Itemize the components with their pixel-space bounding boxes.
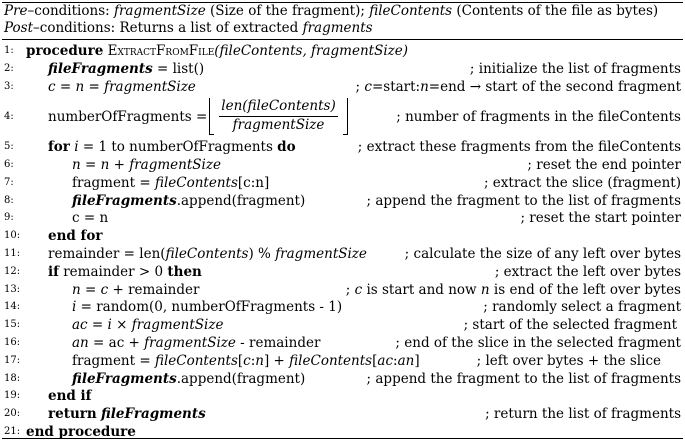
line-number: 9:: [4, 212, 14, 224]
comment-text: =start:: [371, 78, 421, 95]
code-text: fragment =: [72, 352, 155, 369]
code-text: =: [55, 78, 76, 95]
variable: fileFragments: [72, 192, 177, 209]
code-var: ac: [72, 317, 88, 334]
line-number: 7:: [4, 176, 14, 188]
line-number: 2:: [4, 62, 14, 74]
line-number: 18:: [4, 372, 21, 384]
comment-text: is end of the left over bytes: [489, 281, 681, 298]
line-comment: ; append the fragment to the list of fragments: [366, 192, 681, 209]
line-comment: ; start of the selected fragment: [463, 317, 677, 334]
code-var: an: [72, 334, 89, 351]
line-number: 19:: [4, 390, 21, 402]
code-text: = random(0, numberOfFragments - 1): [76, 299, 343, 316]
comment-var: n: [480, 281, 490, 298]
code-var: n: [75, 78, 85, 95]
code-text: :: [393, 352, 398, 369]
code-var: fileContents: [289, 352, 373, 369]
line-comment: ; return the list of fragments: [485, 406, 681, 423]
code-var: n: [72, 281, 81, 298]
post-arg-fragments: fragments: [302, 20, 373, 36]
keyword: end procedure: [26, 424, 136, 440]
code-text: [: [237, 352, 244, 369]
line-code: numberOfFragments =: [48, 108, 208, 125]
line-comment: ; extract the slice (fragment): [483, 174, 681, 191]
code-text: ]: [414, 352, 420, 369]
code-var: i: [107, 317, 112, 334]
code-text: =: [80, 281, 101, 298]
algo-tail: [2, 0, 683, 442]
line-number: 10:: [4, 230, 21, 242]
keyword: do: [277, 139, 296, 156]
code-var: c: [243, 352, 251, 369]
line-number: 8:: [4, 194, 14, 206]
line-number: 20:: [4, 408, 21, 420]
comment-text: ;: [355, 78, 365, 95]
comment-var: n: [420, 78, 429, 95]
line-number: 21:: [4, 426, 21, 437]
code-text: +: [109, 156, 130, 173]
code-text: fragment =: [72, 174, 155, 191]
code-text: =: [84, 78, 105, 95]
post-label: Post: [4, 20, 34, 36]
code-var: fragmentSize: [144, 334, 236, 351]
code-var: i: [74, 139, 79, 156]
fraction-numerator: len(fileContents): [221, 97, 336, 114]
line-comment: ; randomly select a fragment: [483, 299, 681, 316]
keyword: if: [48, 263, 59, 280]
code-text: ] +: [264, 352, 290, 369]
line-number: 15:: [4, 319, 21, 331]
comment-var: c: [364, 78, 372, 95]
pre-label: Pre: [4, 3, 28, 19]
line-number: 4:: [4, 110, 14, 122]
line-number: 6:: [4, 158, 14, 170]
line-comment: ; reset the start pointer: [520, 210, 681, 227]
pre-arg-file-contents: fileContents: [369, 3, 453, 19]
keyword: then: [167, 263, 202, 280]
line-comment: ; append the fragment to the list of fragments: [366, 370, 681, 387]
code-var: ac: [377, 352, 393, 369]
line-number: 3:: [4, 80, 14, 92]
code-var: n: [100, 156, 110, 173]
comment-text: =end → start of the second fragment: [428, 78, 681, 95]
code-var: fileContents: [165, 245, 249, 262]
line-code: c = n: [72, 210, 109, 227]
variable: fileFragments: [48, 60, 153, 77]
variable: fileFragments: [72, 370, 177, 387]
code-var: c: [100, 281, 109, 298]
fraction-denominator: fragmentSize: [232, 116, 325, 133]
code-var: fileContents: [154, 174, 238, 191]
line-number: 5:: [4, 141, 14, 153]
code-var: fragmentSize: [131, 317, 224, 334]
pre-desc-1: (Size of the fragment);: [205, 3, 370, 19]
code-text: remainder = len(: [48, 245, 166, 262]
code-var: fragmentSize: [104, 78, 196, 95]
code-var: fragmentSize: [129, 156, 221, 173]
code-var: fileContents: [154, 352, 238, 369]
code-var: n: [255, 352, 264, 369]
line-comment: ; number of fragments in the fileContents: [396, 108, 681, 125]
line-comment: ; reset the end pointer: [527, 156, 681, 173]
code-var: i: [72, 299, 77, 316]
line-number: 12:: [4, 265, 21, 277]
code-text: remainder > 0: [58, 263, 168, 280]
code-var: n: [72, 156, 81, 173]
pre-arg-fragment-size: fragmentSize: [113, 3, 206, 19]
line-number: 13:: [4, 283, 21, 295]
code-text: =: [80, 156, 101, 173]
comment-var: c: [354, 281, 363, 298]
code-text: [c:n]: [237, 174, 270, 191]
line-comment: ; initialize the list of fragments: [469, 60, 681, 77]
line-comment: ; calculate the size of any left over bytes: [404, 245, 681, 262]
comment-text: is start and now: [362, 281, 481, 298]
procedure-args: (fileContents, fragmentSize): [214, 43, 409, 59]
code-var: an: [397, 352, 415, 369]
code-text: = ac +: [88, 334, 145, 351]
line-comment: ; left over bytes + the slice: [476, 352, 661, 369]
code-text: :: [250, 352, 256, 369]
code-text: + remainder: [108, 281, 200, 298]
pre-desc-2: (Contents of the file as bytes): [452, 3, 659, 19]
code-text: = 1 to numberOfFragments: [78, 139, 278, 156]
line-comment: ; extract the left over bytes: [494, 263, 681, 280]
line-number: 11:: [4, 247, 21, 259]
code-text: ×: [111, 317, 132, 334]
code-text: .append(fragment): [176, 370, 306, 387]
keyword: return: [48, 406, 97, 423]
procedure-name: ExtractFromFile: [107, 43, 215, 59]
line-number: 16:: [4, 336, 21, 348]
post-text: –conditions: Returns a list of extracted: [33, 20, 303, 36]
code-text: - remainder: [235, 334, 321, 351]
line-number: 1:: [4, 45, 14, 56]
code-text: ) %: [248, 245, 276, 262]
line-number: 17:: [4, 354, 21, 366]
keyword: procedure: [26, 43, 104, 59]
code-var: fragmentSize: [275, 245, 367, 262]
code-text: = list(): [152, 60, 205, 77]
line-comment: ; end of the slice in the selected fragment: [395, 334, 681, 351]
variable: fileFragments: [100, 406, 206, 423]
code-var: c: [48, 78, 56, 95]
line-comment: ; extract these fragments from the fileContents: [357, 139, 681, 156]
line-number: 14:: [4, 301, 21, 313]
keyword: end if: [48, 388, 92, 405]
code-text: =: [87, 317, 108, 334]
code-text: [: [372, 352, 378, 369]
line-code: end for: [48, 228, 103, 245]
keyword: for: [48, 139, 70, 156]
code-text: .append(fragment): [176, 192, 306, 209]
pre-text: –conditions:: [27, 3, 114, 19]
comment-text: ;: [345, 281, 355, 298]
